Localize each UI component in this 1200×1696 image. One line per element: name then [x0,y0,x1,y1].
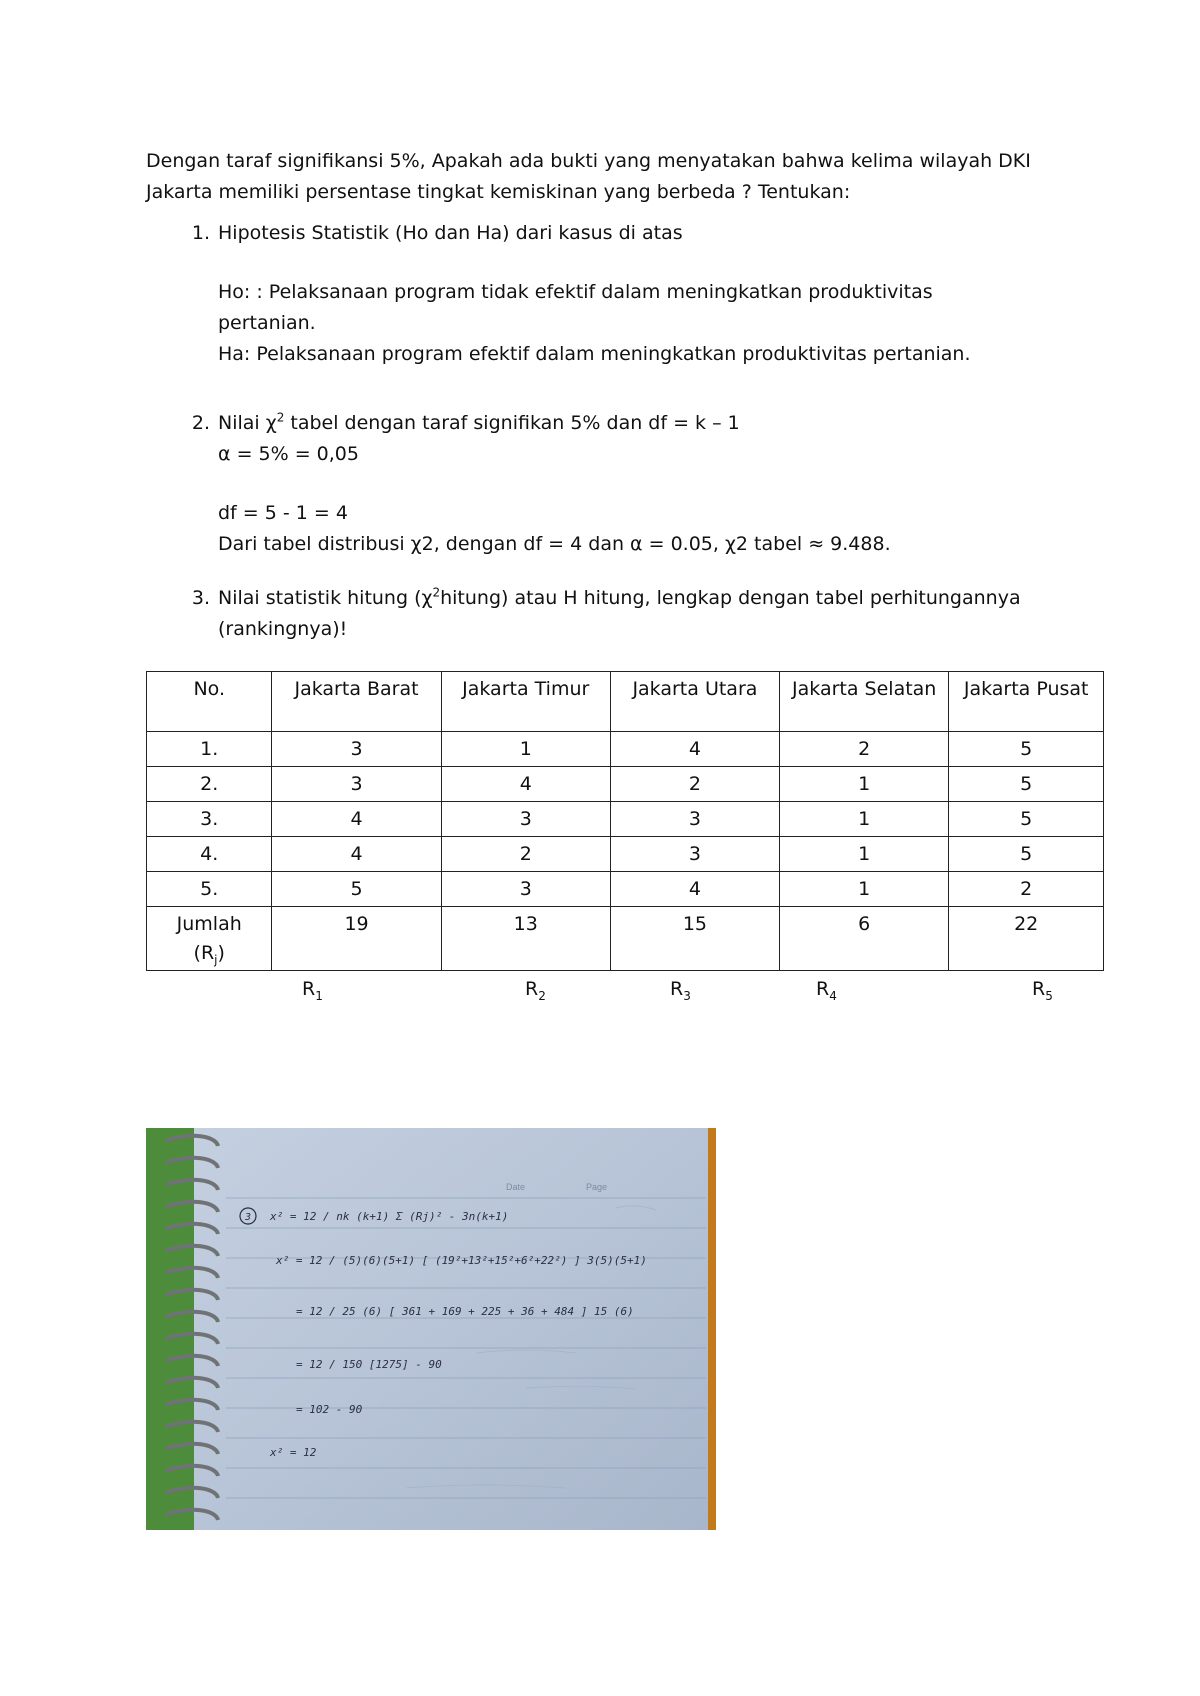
question-title [218,583,1078,645]
header-no: No. [147,672,272,732]
subscript: 1 [315,988,323,1003]
subscript: 5 [1045,988,1053,1003]
total-label [147,907,272,971]
header-jakarta-selatan: Jakarta Selatan [780,672,949,732]
table-cell: 5 [272,872,441,907]
row-number: 3. [147,802,272,837]
rank-sum-label-r3 [670,978,691,1003]
superscript: 2 [432,585,441,600]
handwritten-line: = 12 / 25 (6) [ 361 + 169 + 225 + 36 + 484 ] 15 (6) [296,1305,634,1318]
question-title [218,408,1098,439]
table-cell: 3 [610,802,779,837]
subscript: 2 [538,988,546,1003]
rank-sum-label-r1 [302,978,323,1003]
table-cell: 1 [780,837,949,872]
table-cell: 2 [780,732,949,767]
date-label: Date [506,1182,526,1192]
subscript: j [214,952,218,967]
table-cell: 2 [610,767,779,802]
question-title: Hipotesis Statistik (Ho dan Ha) dari kasus di atas [218,222,683,244]
alpha-value: α = 5% = 0,05 [218,443,359,465]
rank-sum-label-r2 [525,978,546,1003]
table-cell: 3 [272,732,441,767]
handwritten-line: = 102 - 90 [296,1403,363,1416]
table-cell: 1 [780,872,949,907]
table-cell: 4 [272,802,441,837]
table-cell: 4 [610,732,779,767]
total-cell: 15 [610,907,779,971]
handwritten-line: x² = 12 [270,1446,317,1459]
row-number: 1. [147,732,272,767]
table-total-row [147,907,1104,971]
table-row [147,872,1104,907]
title-text: Nilai χ [218,412,277,434]
table-row [147,732,1104,767]
header-jakarta-pusat: Jakarta Pusat [949,672,1104,732]
table-header-row [147,672,1104,732]
row-number: 5. [147,872,272,907]
table-cell: 2 [949,872,1104,907]
total-cell: 13 [441,907,610,971]
table-cell: 1 [780,767,949,802]
table-row [147,767,1104,802]
table-row [147,837,1104,872]
table-cell: 2 [441,837,610,872]
label-base: R [1032,978,1046,1000]
handwritten-calculation-photo [146,1128,716,1530]
title-text: tabel dengan taraf signifikan 5% dan df = k – 1 [284,412,740,434]
rank-sum-label-r4 [816,978,837,1003]
handwritten-line: x² = 12 / nk (k+1) Σ (Rj)² - 3n(k+1) [270,1210,509,1223]
header-jakarta-utara: Jakarta Utara [610,672,779,732]
question-number: 1. [191,222,210,244]
number-badge: 3 [245,1212,252,1223]
table-cell: 5 [949,732,1104,767]
question-number: 2. [191,412,210,434]
header-jakarta-barat: Jakarta Barat [272,672,441,732]
total-cell: 19 [272,907,441,971]
table-row [147,802,1104,837]
hypothesis-ha: Ha: Pelaksanaan program efektif dalam meningkatkan produktivitas pertanian. [218,343,971,365]
title-text: Nilai statistik hitung (χ [218,587,433,609]
table-cell: 5 [949,837,1104,872]
label-base: R [670,978,684,1000]
subscript: 4 [829,988,837,1003]
table-cell: 4 [610,872,779,907]
total-label-text: Jumlah [176,913,242,935]
table-cell: 3 [610,837,779,872]
rank-sum-label-r5 [1032,978,1053,1003]
chi-table-value: Dari tabel distribusi χ2, dengan df = 4 dan α = 0.05, χ2 tabel ≈ 9.488. [218,533,891,555]
table-cell: 3 [272,767,441,802]
row-number: 2. [147,767,272,802]
hypothesis-ho: Ho: : Pelaksanaan program tidak efektif dalam meningkatkan produktivitas pertanian. [218,281,933,334]
total-label-text: ) [217,942,225,964]
table-cell: 1 [780,802,949,837]
question-number: 3. [191,587,210,609]
title-text: hitung) atau H hitung, lengkap dengan tabel perhitungannya (rankingnya)! [218,587,1021,640]
notebook-photo-image [146,1128,716,1530]
table-cell: 5 [949,767,1104,802]
table-cell: 1 [441,732,610,767]
table-cell: 5 [949,802,1104,837]
header-jakarta-timur: Jakarta Timur [441,672,610,732]
handwritten-line: = 12 / 150 [1275] - 90 [296,1358,442,1371]
intro-paragraph: Dengan taraf signifikansi 5%, Apakah ada bukti yang menyatakan bahwa kelima wilayah DKI Jakarta memiliki persentase tingkat kemiskinan yang berbeda ? Tentukan: [146,150,1031,203]
subscript: 3 [683,988,691,1003]
row-number: 4. [147,837,272,872]
total-cell: 6 [780,907,949,971]
handwritten-line: x² = 12 / (5)(6)(5+1) [ (19²+13²+15²+6²+22²) ] 3(5)(5+1) [276,1254,647,1267]
label-base: R [302,978,316,1000]
table-cell: 3 [441,872,610,907]
total-cell: 22 [949,907,1104,971]
df-value: df = 5 - 1 = 4 [218,502,348,524]
ranking-table [146,671,1104,971]
page-label: Page [586,1182,608,1192]
superscript: 2 [276,410,285,425]
label-base: R [525,978,539,1000]
table-cell: 4 [272,837,441,872]
table-cell: 4 [441,767,610,802]
label-base: R [816,978,830,1000]
table-cell: 3 [441,802,610,837]
total-label-text: (R [193,942,215,964]
